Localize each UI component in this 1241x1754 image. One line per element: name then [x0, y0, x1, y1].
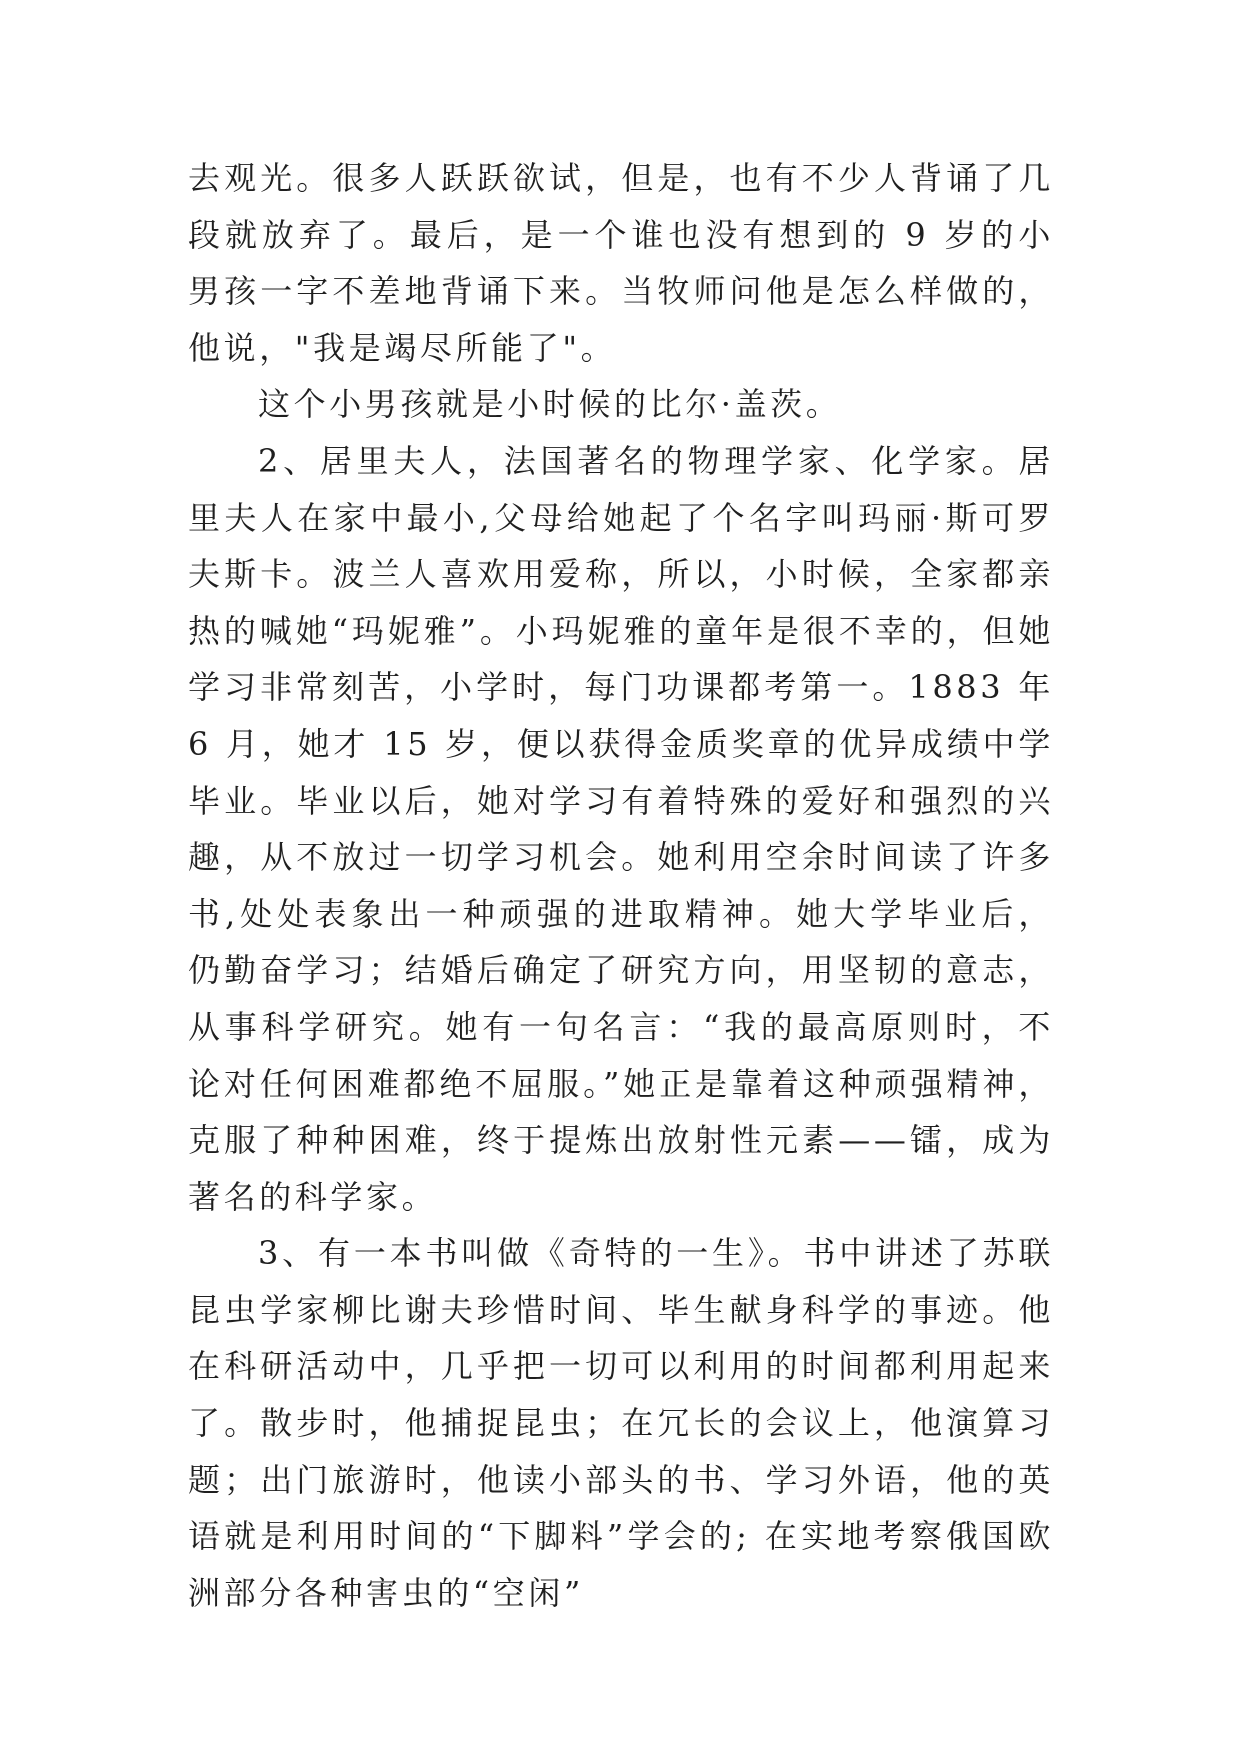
paragraph-marie-curie: 2、居里夫人，法国著名的物理学家、化学家。居里夫人在家中最小,父母给她起了个名字叫玛丽·斯可罗夫斯卡。波兰人喜欢用爱称，所以，小时候，全家都亲热的喊她“玛妮雅”。小玛妮雅的童年是很不幸的，但她学习非常刻苦，小学时，每门功课都考第一。1883 年 6 月，她才 15 岁，便以获得金质奖章的优异成绩中学毕业。毕业以后，她对学习有着特殊的爱好和强烈的兴趣，从不放过一切学习机会。她利用空余时间读了许多书,处处表象出一种顽强的进取精神。她大学毕业后，仍勤奋学习；结婚后确定了研究方向，用坚韧的意志，从事科学研究。她有一句名言：“我的最高原则时，不论对任何困难都绝不屈服。”她正是靠着这种顽强精神，克服了种种困难，终于提炼出放射性元素——镭，成为著名的科学家。 — [188, 441, 1054, 1216]
paragraph-bill-gates-conclusion: 这个小男孩就是小时候的比尔·盖茨。 — [258, 385, 842, 424]
paragraph-bill-gates-story: 去观光。很多人跃跃欲试，但是，也有不少人背诵了几段就放弃了。最后，是一个谁也没有想到的 9 岁的小男孩一字不差地背诵下来。当牧师问他是怎么样做的，他说，"我是竭尽所能了"。 — [188, 159, 1054, 367]
paragraph-lyubishchev: 3、有一本书叫做《奇特的一生》。书中讲述了苏联昆虫学家柳比谢夫珍惜时间、毕生献身科学的事迹。他在科研活动中，几乎把一切可以利用的时间都利用起来了。散步时，他捕捉昆虫；在冗长的会议上，他演算习题；出门旅游时，他读小部头的书、学习外语，他的英语就是利用时间的“下脚料”学会的; 在实地考察俄国欧洲部分各种害虫的“空闲” — [188, 1234, 1054, 1612]
document-body — [188, 150, 1054, 1621]
